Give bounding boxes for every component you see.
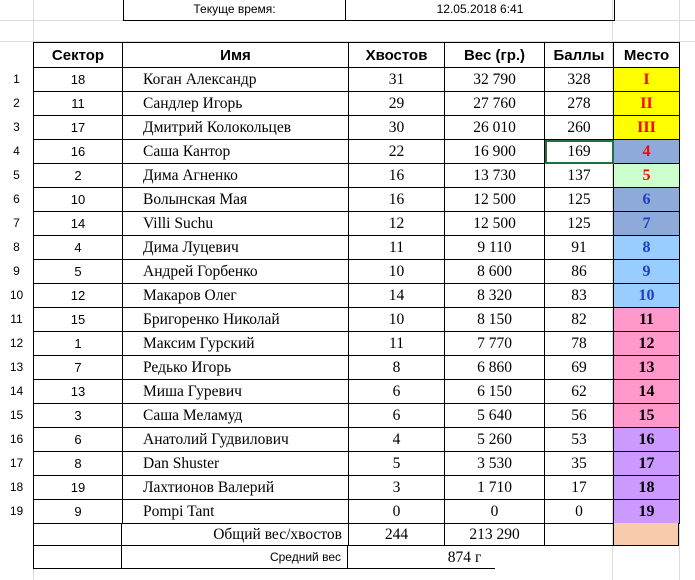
- cell-sector[interactable]: 3: [34, 404, 123, 428]
- average-value[interactable]: 874: [348, 546, 475, 569]
- totals-row: [33, 523, 679, 546]
- row-number[interactable]: 12: [9, 336, 24, 350]
- cell-name[interactable]: Лахтионов Валерий: [123, 476, 349, 500]
- table-row: [34, 428, 680, 452]
- table-row: [34, 260, 680, 284]
- cell-points[interactable]: 91: [545, 236, 614, 260]
- cell-name[interactable]: Андрей Горбенко: [123, 260, 349, 284]
- cell-points[interactable]: 53: [545, 428, 614, 452]
- table-row: [34, 380, 680, 404]
- table-row: [34, 92, 680, 116]
- cell-place[interactable]: 12: [614, 332, 680, 356]
- cell-points[interactable]: 78: [545, 332, 614, 356]
- average-unit: г: [475, 546, 495, 569]
- table-row: [34, 236, 680, 260]
- cell-weight[interactable]: 8 150: [445, 308, 545, 332]
- table-row: [34, 212, 680, 236]
- totals-weight[interactable]: 213 290: [444, 523, 544, 546]
- cell-weight[interactable]: 8 320: [445, 284, 545, 308]
- cell-name[interactable]: Макаров Олег: [123, 284, 349, 308]
- cell-name[interactable]: Дима Луцевич: [123, 236, 349, 260]
- cell-place[interactable]: 5: [614, 164, 680, 188]
- cell-name[interactable]: Миша Гуревич: [123, 380, 349, 404]
- cell-points[interactable]: 83: [545, 284, 614, 308]
- cell-sector[interactable]: 19: [34, 476, 123, 500]
- cell-sector[interactable]: 15: [34, 308, 123, 332]
- cell-place[interactable]: 13: [614, 356, 680, 380]
- cell-name[interactable]: Бригоренко Николай: [123, 308, 349, 332]
- cell-weight[interactable]: 7 770: [445, 332, 545, 356]
- cell-sector[interactable]: 12: [34, 284, 123, 308]
- cell-place[interactable]: 4: [614, 140, 680, 164]
- cell-sector[interactable]: 16: [34, 140, 123, 164]
- results-table: [33, 42, 680, 524]
- cell-place[interactable]: 11: [614, 308, 680, 332]
- table-row: [34, 116, 680, 140]
- row-number[interactable]: 18: [9, 480, 24, 494]
- cell-tails[interactable]: 11: [349, 236, 445, 260]
- cell-place[interactable]: 19: [614, 500, 680, 524]
- row-number[interactable]: 1: [13, 72, 20, 86]
- cell-place[interactable]: 6: [614, 188, 680, 212]
- cell-place[interactable]: II: [614, 92, 680, 116]
- cell-place[interactable]: 10: [614, 284, 680, 308]
- current-time-bar: [123, 0, 615, 21]
- cell-sector[interactable]: 4: [34, 236, 123, 260]
- cell-sector[interactable]: 17: [34, 116, 123, 140]
- cell-weight[interactable]: 26 010: [445, 116, 545, 140]
- row-number[interactable]: 9: [13, 264, 20, 278]
- cell-name[interactable]: Анатолий Гудвилович: [123, 428, 349, 452]
- cell-weight[interactable]: 13 730: [445, 164, 545, 188]
- row-number[interactable]: 5: [13, 168, 20, 182]
- column-header-place[interactable]: Место: [614, 43, 680, 68]
- cell-name[interactable]: Pompi Tant: [123, 500, 349, 524]
- cell-weight[interactable]: 9 110: [445, 236, 545, 260]
- cell-place[interactable]: 7: [614, 212, 680, 236]
- cell-tails[interactable]: 16: [349, 188, 445, 212]
- average-row: [33, 546, 679, 569]
- average-empty-cell[interactable]: [33, 546, 122, 569]
- average-label: Средний вес: [122, 546, 348, 569]
- table-row: [34, 140, 680, 164]
- cell-sector[interactable]: 11: [34, 92, 123, 116]
- cell-points[interactable]: 260: [545, 116, 614, 140]
- cell-sector[interactable]: 2: [34, 164, 123, 188]
- totals-tails[interactable]: 244: [348, 523, 444, 546]
- cell-points[interactable]: 86: [545, 260, 614, 284]
- cell-sector[interactable]: 13: [34, 380, 123, 404]
- row-number[interactable]: 3: [13, 120, 20, 134]
- cell-place[interactable]: I: [614, 68, 680, 92]
- results-body: [34, 68, 680, 524]
- cell-tails[interactable]: 11: [349, 332, 445, 356]
- cell-tails[interactable]: 5: [349, 452, 445, 476]
- cell-tails[interactable]: 31: [349, 68, 445, 92]
- row-number[interactable]: 4: [13, 144, 20, 158]
- cell-weight[interactable]: 27 760: [445, 92, 545, 116]
- cell-weight[interactable]: 3 530: [445, 452, 545, 476]
- cell-weight[interactable]: 12 500: [445, 188, 545, 212]
- cell-weight[interactable]: 6 860: [445, 356, 545, 380]
- table-row: [34, 500, 680, 524]
- totals-empty-cell[interactable]: [33, 523, 122, 546]
- cell-name[interactable]: Волынская Мая: [123, 188, 349, 212]
- cell-points[interactable]: 35: [545, 452, 614, 476]
- cell-tails[interactable]: 10: [349, 308, 445, 332]
- cell-sector[interactable]: 18: [34, 68, 123, 92]
- cell-place[interactable]: 16: [614, 428, 680, 452]
- cell-tails[interactable]: 0: [349, 500, 445, 524]
- table-row: [34, 452, 680, 476]
- cell-place[interactable]: 17: [614, 452, 680, 476]
- table-row: [34, 476, 680, 500]
- cell-name[interactable]: Дима Агненко: [123, 164, 349, 188]
- cell-weight[interactable]: 5 260: [445, 428, 545, 452]
- cell-tails[interactable]: 30: [349, 116, 445, 140]
- row-number[interactable]: 16: [9, 432, 24, 446]
- cell-sector[interactable]: 8: [34, 452, 123, 476]
- cell-weight[interactable]: 12 500: [445, 212, 545, 236]
- row-number[interactable]: 7: [13, 216, 20, 230]
- cell-weight[interactable]: 0: [445, 500, 545, 524]
- cell-place[interactable]: 8: [614, 236, 680, 260]
- cell-tails[interactable]: 14: [349, 284, 445, 308]
- cell-points[interactable]: 62: [545, 380, 614, 404]
- cell-tails[interactable]: 4: [349, 428, 445, 452]
- cell-sector[interactable]: 6: [34, 428, 123, 452]
- cell-sector[interactable]: 14: [34, 212, 123, 236]
- row-number[interactable]: 17: [9, 456, 24, 470]
- cell-tails[interactable]: 10: [349, 260, 445, 284]
- row-number[interactable]: 8: [13, 240, 20, 254]
- cell-name[interactable]: Сандлер Игорь: [123, 92, 349, 116]
- cell-points[interactable]: 0: [545, 500, 614, 524]
- table-row: [34, 284, 680, 308]
- cell-tails[interactable]: 6: [349, 380, 445, 404]
- cell-place[interactable]: III: [614, 116, 680, 140]
- cell-tails[interactable]: 16: [349, 164, 445, 188]
- cell-tails[interactable]: 6: [349, 404, 445, 428]
- cell-tails[interactable]: 22: [349, 140, 445, 164]
- cell-weight[interactable]: 8 600: [445, 260, 545, 284]
- table-row: [34, 164, 680, 188]
- cell-tails[interactable]: 29: [349, 92, 445, 116]
- cell-place[interactable]: 9: [614, 260, 680, 284]
- totals-points-empty[interactable]: [544, 523, 613, 546]
- cell-points[interactable]: 125: [545, 188, 614, 212]
- cell-name[interactable]: Коган Александр: [123, 68, 349, 92]
- cell-name[interactable]: Саша Меламуд: [123, 404, 349, 428]
- column-header-sector[interactable]: Сектор: [34, 43, 123, 68]
- row-number[interactable]: 6: [13, 192, 20, 206]
- row-number[interactable]: 13: [9, 360, 24, 374]
- column-header-points[interactable]: Баллы: [545, 43, 614, 68]
- cell-sector[interactable]: 5: [34, 260, 123, 284]
- cell-sector[interactable]: 7: [34, 356, 123, 380]
- row-number[interactable]: 2: [13, 96, 20, 110]
- cell-name[interactable]: Саша Кантор: [123, 140, 349, 164]
- row-number[interactable]: 19: [9, 504, 24, 518]
- cell-points[interactable]: 69: [545, 356, 614, 380]
- table-row: [34, 308, 680, 332]
- current-time-value[interactable]: 12.05.2018 6:41: [436, 2, 524, 16]
- row-number[interactable]: 14: [9, 384, 24, 398]
- row-number[interactable]: 10: [9, 288, 24, 302]
- cell-weight[interactable]: 16 900: [445, 140, 545, 164]
- cell-name[interactable]: Редько Игорь: [123, 356, 349, 380]
- cell-tails[interactable]: 3: [349, 476, 445, 500]
- cell-points[interactable]: 125: [545, 212, 614, 236]
- cell-place[interactable]: 14: [614, 380, 680, 404]
- cell-sector[interactable]: 10: [34, 188, 123, 212]
- cell-points[interactable]: 328: [545, 68, 614, 92]
- cell-tails[interactable]: 8: [349, 356, 445, 380]
- table-row: [34, 332, 680, 356]
- cell-weight[interactable]: 6 150: [445, 380, 545, 404]
- column-header-tails[interactable]: Хвостов: [349, 43, 445, 68]
- cell-place[interactable]: 15: [614, 404, 680, 428]
- cell-points[interactable]: 82: [545, 308, 614, 332]
- cell-sector[interactable]: 1: [34, 332, 123, 356]
- current-time-label: Текуще время:: [193, 2, 276, 16]
- totals-place-accent[interactable]: [613, 523, 679, 546]
- row-number[interactable]: 11: [10, 312, 23, 326]
- table-row: [34, 356, 680, 380]
- table-row: [34, 404, 680, 428]
- header-row: [34, 43, 680, 68]
- cell-weight[interactable]: 32 790: [445, 68, 545, 92]
- row-number[interactable]: 15: [9, 408, 24, 422]
- cell-name[interactable]: Dan Shuster: [123, 452, 349, 476]
- totals-label: Общий вес/хвостов: [122, 523, 348, 546]
- cell-tails[interactable]: 12: [349, 212, 445, 236]
- cell-name[interactable]: Максим Гурский: [123, 332, 349, 356]
- cell-points[interactable]: 169: [545, 140, 614, 164]
- cell-sector[interactable]: 9: [34, 500, 123, 524]
- column-header-weight[interactable]: Вес (гр.): [445, 43, 545, 68]
- column-header-name[interactable]: Имя: [123, 43, 349, 68]
- cell-points[interactable]: 56: [545, 404, 614, 428]
- cell-name[interactable]: Дмитрий Колокольцев: [123, 116, 349, 140]
- cell-name[interactable]: Villi Suchu: [123, 212, 349, 236]
- cell-points[interactable]: 278: [545, 92, 614, 116]
- table-row: [34, 188, 680, 212]
- table-row: [34, 68, 680, 92]
- cell-points[interactable]: 137: [545, 164, 614, 188]
- cell-weight[interactable]: 5 640: [445, 404, 545, 428]
- cell-weight[interactable]: 1 710: [445, 476, 545, 500]
- cell-place[interactable]: 18: [614, 476, 680, 500]
- cell-points[interactable]: 17: [545, 476, 614, 500]
